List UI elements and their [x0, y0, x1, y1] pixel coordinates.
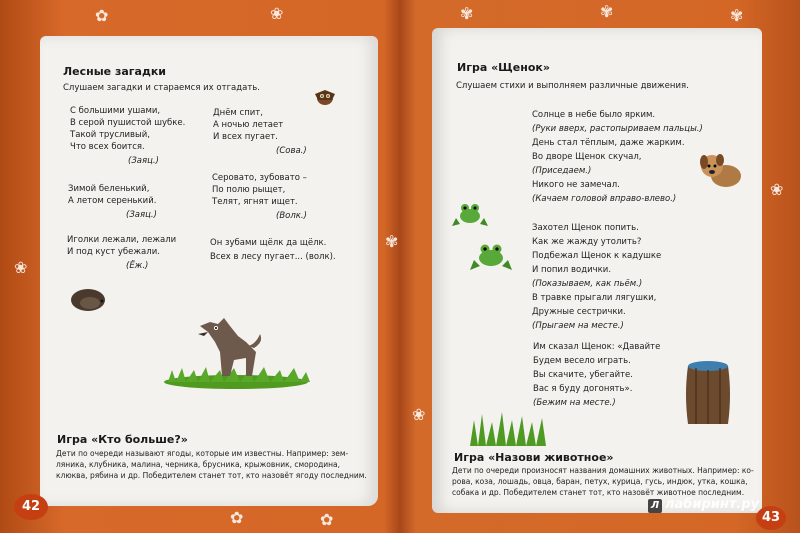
verse-line: И попил водички.	[532, 265, 612, 275]
page-title: Игра «Щенок»	[457, 61, 550, 74]
verse-line: День стал тёплым, даже жарким.	[532, 138, 685, 148]
puppy-illustration	[698, 148, 744, 190]
game-title: Игра «Кто больше?»	[57, 433, 188, 446]
riddle-answer: (Волк.)	[276, 211, 307, 221]
riddle-line: Он зубами щёлк да щёлк.	[210, 238, 327, 248]
verse-line: Вы скачите, убегайте.	[533, 370, 633, 380]
riddle-line: А ночью летает	[213, 120, 284, 130]
bee-icon: ❀	[412, 405, 426, 424]
verse-line: Будем весело играть.	[533, 356, 631, 366]
verse-line: Во дворе Щенок скучал,	[532, 152, 642, 162]
riddle-line: Что всех боится.	[70, 142, 145, 152]
frog-icon	[450, 196, 490, 232]
riddle-line: В серой пушистой шубке.	[70, 118, 186, 128]
riddle-line: И под куст убежали.	[67, 247, 160, 257]
game-text-line: собака и др. Победителем станет тот, кто назовёт животное последним.	[452, 488, 745, 497]
verse-direction: (Бежим на месте.)	[533, 398, 616, 408]
flower-icon: ✿	[320, 510, 334, 529]
bee-icon: ❀	[770, 180, 784, 199]
intro-text: Слушаем загадки и стараемся их отгадать.	[63, 83, 260, 93]
butterfly-icon: ✾	[385, 232, 399, 251]
intro-text: Слушаем стихи и выполняем различные движения.	[456, 81, 689, 91]
grass-illustration	[468, 410, 548, 446]
riddle-line: Серовато, зубовато –	[212, 173, 307, 183]
riddle-line: Такой трусливый,	[70, 130, 150, 140]
game-title: Игра «Назови животное»	[454, 451, 614, 464]
verse-line: Как же жажду утолить?	[532, 237, 642, 247]
flower-icon: ✿	[230, 508, 244, 527]
page-number: 43	[756, 506, 786, 530]
verse-direction: (Приседаем.)	[532, 166, 592, 176]
game-text-line: Дети по очереди произносят названия домашних животных. Например: ко-	[452, 466, 754, 475]
riddle-line: С большими ушами,	[70, 106, 161, 116]
verse-line: В травке прыгали лягушки,	[532, 293, 657, 303]
riddle-line: Всех в лесу пугает... (волк).	[210, 252, 336, 262]
game-text-line: ляника, клубника, малина, черника, брусника, крыжовник, смородина,	[56, 460, 341, 469]
riddle-answer: (Ёж.)	[126, 261, 149, 271]
verse-direction: (Показываем, как пьём.)	[532, 279, 643, 289]
verse-line: Им сказал Щенок: «Давайте	[533, 342, 661, 352]
verse-line: Подбежал Щенок к кадушке	[532, 251, 662, 261]
game-text-line: клюква, рябина и др. Победителем станет тот, кто назовёт ягоду последним.	[56, 471, 367, 480]
page-title: Лесные загадки	[63, 65, 166, 78]
watermark-text: лабиринт.ру	[665, 497, 760, 512]
bee-icon: ❀	[270, 4, 284, 23]
riddle-answer: (Сова.)	[276, 146, 307, 156]
butterfly-icon: ✾	[730, 6, 744, 25]
owl-icon	[312, 84, 338, 110]
riddle-answer: (Заяц.)	[128, 156, 159, 166]
frog-icon	[468, 236, 514, 274]
flower-icon: ✿	[95, 6, 109, 25]
bee-icon: ❀	[14, 258, 28, 277]
hedgehog-icon	[68, 283, 108, 313]
riddle-line: И всех пугает.	[213, 132, 278, 142]
verse-direction: (Руки вверх, растопыриваем пальцы.)	[532, 124, 703, 134]
riddle-line: Телят, ягнят ищет.	[212, 197, 298, 207]
wolf-illustration	[160, 312, 315, 394]
riddle-line: Зимой беленький,	[68, 184, 150, 194]
barrel-illustration	[682, 358, 734, 430]
riddle-line: По полю рыщет,	[212, 185, 286, 195]
verse-line: Захотел Щенок попить.	[532, 223, 639, 233]
butterfly-icon: ✾	[460, 4, 474, 23]
page-number: 42	[14, 494, 48, 520]
riddle-line: Иголки лежали, лежали	[67, 235, 177, 245]
verse-line: Никого не замечал.	[532, 180, 620, 190]
riddle-answer: (Заяц.)	[126, 210, 157, 220]
watermark	[648, 497, 759, 513]
game-text-line: Дети по очереди называют ягоды, которые им известны. Например: зем-	[56, 449, 349, 458]
riddle-line: А летом серенький.	[68, 196, 157, 206]
verse-line: Вас я буду догонять».	[533, 384, 633, 394]
verse-direction: (Прыгаем на месте.)	[532, 321, 624, 331]
butterfly-icon: ✾	[600, 2, 614, 21]
verse-direction: (Качаем головой вправо-влево.)	[532, 194, 677, 204]
watermark-logo-icon: Л	[648, 499, 662, 513]
verse-line: Дружные сестрички.	[532, 307, 626, 317]
game-text-line: рова, коза, лошадь, овца, баран, петух, курица, гусь, индюк, утка, кошка,	[452, 477, 748, 486]
verse-line: Солнце в небе было ярким.	[532, 110, 656, 120]
riddle-line: Днём спит,	[213, 108, 263, 118]
